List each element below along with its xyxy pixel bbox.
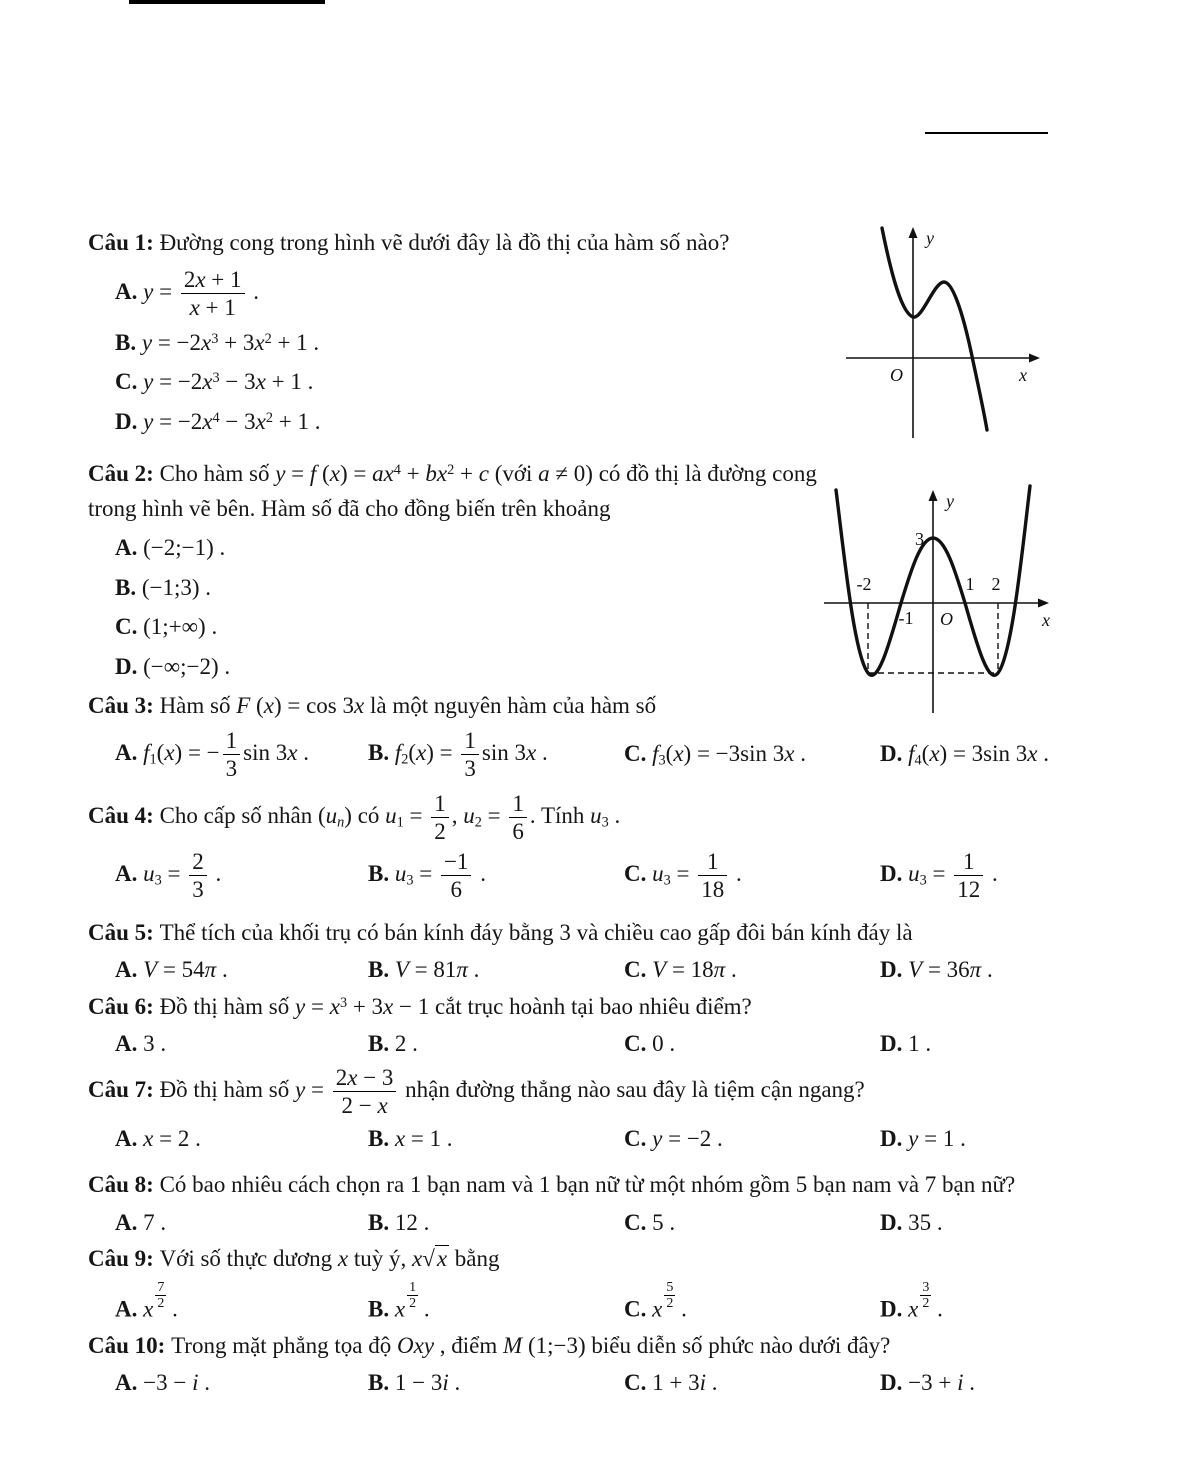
question-8-option-D: D. 35 . bbox=[880, 1209, 943, 1235]
question-3-option-B: B. $f_2(x)$ = $\frac{1}{3}$ sin 3x . bbox=[368, 727, 548, 781]
cubic-curve bbox=[882, 228, 987, 430]
question-5-option-B: B. V = 81π . bbox=[368, 957, 480, 982]
question-1-option-C: C. $y = -2x^3 - 3x + 1$ . bbox=[115, 369, 314, 395]
option-letter: C. bbox=[115, 614, 144, 640]
question-3-options bbox=[115, 727, 1104, 782]
question-4 bbox=[88, 790, 1104, 904]
option-letter: C. bbox=[624, 741, 653, 767]
q2-graph bbox=[818, 483, 1058, 717]
quartic-curve-figure bbox=[818, 483, 1058, 717]
question-3-option-D: D. $f_4(x) = 3\sin$ 3x . bbox=[880, 741, 1049, 769]
question-1-option-B: B. $y = -2x^3 + 3x^2 + 1$ . bbox=[115, 329, 320, 355]
option-letter: A. bbox=[115, 1125, 144, 1151]
question-5-option-C: C. V = 18π . bbox=[624, 957, 737, 982]
q1-graph bbox=[838, 220, 1050, 450]
option-letter: B. bbox=[368, 1125, 395, 1151]
question-9-stem: Câu 9: Với số thực dương x tuỳ ý, x√x bằng bbox=[88, 1246, 500, 1272]
question-5-options bbox=[115, 953, 1104, 988]
option-letter: B. bbox=[368, 1370, 395, 1396]
question-6-option-D: D. 1 . bbox=[880, 1031, 932, 1056]
question-2-stem: Câu 2: Cho hàm số y = f $(x) = ax^4 + bx^2 + c$ (với a ≠ 0) có đồ thị là đường cong trong hình vẽ bên. Hàm số đã cho đồng biến trên khoảng bbox=[88, 461, 817, 521]
question-4-option-A: A. $u_3$ = $\frac{2}{3}$ . bbox=[115, 849, 222, 903]
option-letter: B. bbox=[115, 574, 142, 600]
fraction: $\frac{1}{6}$ bbox=[509, 790, 527, 845]
question-3-label: Câu 3: bbox=[88, 693, 160, 719]
question-6 bbox=[88, 990, 1104, 1062]
option-letter: D. bbox=[880, 957, 909, 982]
option-letter: D. bbox=[880, 861, 909, 887]
x-tick-neg2: -2 bbox=[856, 574, 872, 594]
question-4-stem: Câu 4: Cho cấp số nhân $(u_n)$ có $u_1$ = $\frac{1}{2}$ , $u_2$ = $\frac{1}{6}$ . Tính $u_3$ . bbox=[88, 791, 621, 845]
question-1-option-D: D. $y = -2x^4 - 3x^2 + 1$ . bbox=[115, 408, 321, 434]
origin-label: O bbox=[890, 365, 903, 385]
x-axis-label: x bbox=[1019, 365, 1027, 385]
question-7-stem: Câu 7: Đồ thị hàm số y = $\frac{2x - 3}{2 - x}$ nhận đường thẳng nào sau đây là tiệm cận ngang? bbox=[88, 1064, 865, 1118]
fraction: $\frac{1}{3}$ bbox=[223, 727, 241, 782]
option-letter: D. bbox=[880, 1209, 909, 1235]
origin-label: O bbox=[940, 609, 953, 629]
question-7-option-B: B. x = 1 . bbox=[368, 1125, 453, 1151]
fraction: $\frac{2x - 3}{2 - x}$ bbox=[333, 1064, 397, 1119]
question-7-options bbox=[115, 1122, 1104, 1157]
option-letter: C. bbox=[115, 369, 144, 395]
x-axis-label: x bbox=[1042, 610, 1050, 630]
option-letter: D. bbox=[880, 1031, 909, 1056]
fraction: $\frac{1}{12}$ bbox=[954, 848, 983, 903]
question-6-options bbox=[115, 1027, 1104, 1062]
x-tick-2: 2 bbox=[991, 574, 1001, 594]
option-letter: C. bbox=[624, 1125, 653, 1151]
option-letter: D. bbox=[880, 1296, 909, 1322]
question-8-option-B: B. 12 . bbox=[368, 1209, 430, 1235]
question-10-option-C: C. 1 + 3i . bbox=[624, 1370, 718, 1396]
option-letter: C. bbox=[624, 957, 653, 982]
option-letter: A. bbox=[115, 1031, 144, 1056]
question-7-option-A: A. x = 2 . bbox=[115, 1125, 201, 1151]
question-8-label: Câu 8: bbox=[88, 1172, 160, 1198]
question-8-options bbox=[115, 1206, 1104, 1241]
option-letter: B. bbox=[368, 1296, 395, 1322]
question-9-option-A: A. x $\frac{7}{2}$ . bbox=[115, 1279, 178, 1322]
option-letter: B. bbox=[115, 329, 142, 355]
question-4-option-B: B. $u_3$ = $\frac{-1}{6}$ . bbox=[368, 849, 486, 903]
question-3-option-A: A. $f_1(x)$ = − $\frac{1}{3}$ sin 3x . bbox=[115, 727, 309, 781]
question-2-option-A: A. (−2;−1) . bbox=[115, 535, 226, 561]
question-2-option-C: C. (1;+∞) . bbox=[115, 614, 218, 640]
question-2-option-B: B. (−1;3) . bbox=[115, 574, 212, 600]
cubic-curve-figure bbox=[838, 220, 1050, 450]
question-9-option-B: B. x $\frac{1}{2}$ . bbox=[368, 1279, 430, 1322]
question-8 bbox=[88, 1168, 1104, 1240]
question-10 bbox=[88, 1329, 1104, 1401]
question-7-label: Câu 7: bbox=[88, 1076, 160, 1102]
question-6-label: Câu 6: bbox=[88, 993, 160, 1019]
question-6-option-C: C. 0 . bbox=[624, 1031, 676, 1056]
question-3-stem: Câu 3: Hàm số F (x) = cos 3x là một nguyên hàm của hàm số bbox=[88, 693, 657, 719]
exponent-fraction: $\frac{3}{2}$ bbox=[922, 1279, 930, 1312]
question-8-option-A: A. 7 . bbox=[115, 1209, 167, 1235]
question-10-option-B: B. 1 − 3i . bbox=[368, 1370, 461, 1396]
question-10-option-A: A. −3 − i . bbox=[115, 1370, 210, 1396]
fraction: $\frac{1}{18}$ bbox=[698, 848, 727, 903]
option-letter: A. bbox=[115, 957, 144, 982]
option-letter: D. bbox=[880, 1125, 909, 1151]
square-root: √x bbox=[422, 1246, 448, 1272]
exponent-fraction: $\frac{1}{2}$ bbox=[409, 1279, 417, 1312]
fraction: $\frac{1}{3}$ bbox=[461, 727, 479, 782]
question-9-option-C: C. x $\frac{5}{2}$ . bbox=[624, 1279, 687, 1322]
question-8-stem: Câu 8: Có bao nhiêu cách chọn ra 1 bạn nam và 1 bạn nữ từ một nhóm gồm 5 bạn nam và 7 bạn nữ? bbox=[88, 1172, 1016, 1198]
question-4-option-D: D. $u_3$ = $\frac{1}{12}$ . bbox=[880, 849, 998, 903]
option-letter: C. bbox=[624, 1209, 653, 1235]
exponent-fraction: $\frac{7}{2}$ bbox=[157, 1279, 165, 1312]
option-letter: B. bbox=[368, 957, 395, 982]
question-9 bbox=[88, 1242, 1104, 1327]
option-letter: B. bbox=[368, 1209, 395, 1235]
redacted-bar bbox=[129, 0, 325, 4]
question-5-option-D: D. V = 36π . bbox=[880, 957, 993, 982]
y-axis-arrow bbox=[909, 227, 918, 238]
fraction: $\frac{2}{3}$ bbox=[189, 848, 207, 903]
question-5-stem: Câu 5: Thể tích của khối trụ có bán kính đáy bằng 3 và chiều cao gấp đôi bán kính đáy là bbox=[88, 919, 913, 945]
option-letter: C. bbox=[624, 861, 653, 887]
question-5 bbox=[88, 916, 1104, 988]
question-8-option-C: C. 5 . bbox=[624, 1209, 676, 1235]
question-10-options bbox=[115, 1366, 1104, 1401]
x-tick-neg1: -1 bbox=[898, 608, 914, 628]
question-7 bbox=[88, 1064, 1104, 1157]
exponent-fraction: $\frac{5}{2}$ bbox=[666, 1279, 674, 1312]
question-10-stem: Câu 10: Trong mặt phẳng tọa độ Oxy , điểm M (1;−3) biểu diễn số phức nào dưới đây? bbox=[88, 1332, 891, 1358]
question-7-option-D: D. y = 1 . bbox=[880, 1125, 966, 1151]
question-1-label: Câu 1: bbox=[88, 230, 160, 255]
option-letter: C. bbox=[624, 1370, 653, 1396]
question-6-option-A: A. 3 . bbox=[115, 1031, 167, 1056]
option-letter: B. bbox=[368, 861, 395, 887]
option-letter: A. bbox=[115, 1209, 144, 1235]
fraction: $\frac{2x + 1}{x + 1}$ bbox=[181, 266, 245, 321]
y-axis-label: y bbox=[926, 228, 934, 248]
option-letter: D. bbox=[115, 653, 144, 679]
option-letter: A. bbox=[115, 861, 144, 887]
option-letter: B. bbox=[368, 739, 395, 765]
question-5-label: Câu 5: bbox=[88, 919, 160, 945]
question-10-option-D: D. −3 + i . bbox=[880, 1370, 975, 1396]
option-letter: C. bbox=[624, 1296, 653, 1322]
option-letter: A. bbox=[115, 535, 144, 561]
x-axis-arrow bbox=[1029, 354, 1040, 363]
question-9-options bbox=[115, 1280, 1104, 1327]
option-letter: D. bbox=[115, 408, 144, 434]
option-letter: D. bbox=[880, 1370, 909, 1396]
y-tick-3: 3 bbox=[915, 529, 924, 549]
question-9-option-D: D. x $\frac{3}{2}$ . bbox=[880, 1279, 943, 1322]
fraction: $\frac{1}{2}$ bbox=[431, 790, 449, 845]
question-5-option-A: A. V = 54π . bbox=[115, 957, 228, 982]
question-2-option-D: D. (−∞;−2) . bbox=[115, 653, 231, 679]
question-6-stem: Câu 6: Đồ thị hàm số $y = x^3 + 3x - 1$ cắt trục hoành tại bao nhiêu điểm? bbox=[88, 993, 752, 1019]
fraction: $\frac{-1}{6}$ bbox=[441, 848, 471, 903]
question-4-label: Câu 4: bbox=[88, 802, 160, 828]
option-letter: B. bbox=[368, 1031, 395, 1056]
question-4-option-C: C. $u_3$ = $\frac{1}{18}$ . bbox=[624, 849, 742, 903]
x-tick-1: 1 bbox=[965, 574, 975, 594]
question-1-option-A: A. y = $\frac{2x + 1}{x + 1}$ . bbox=[115, 266, 260, 320]
option-letter: A. bbox=[115, 1296, 144, 1322]
y-axis-label: y bbox=[946, 491, 954, 511]
x-axis-arrow bbox=[1038, 599, 1049, 608]
header-rule bbox=[925, 132, 1048, 134]
question-7-option-C: C. y = −2 . bbox=[624, 1125, 723, 1151]
option-letter: A. bbox=[115, 739, 144, 765]
question-1-stem: Câu 1: Đường cong trong hình vẽ dưới đây là đồ thị của hàm số nào? bbox=[88, 230, 730, 255]
question-10-label: Câu 10: bbox=[88, 1332, 172, 1358]
question-3-option-C: C. $f_3(x) = -3\sin$ 3x . bbox=[624, 741, 806, 769]
question-9-label: Câu 9: bbox=[88, 1246, 160, 1272]
option-letter: A. bbox=[115, 278, 144, 304]
question-4-options bbox=[115, 848, 1104, 903]
option-letter: D. bbox=[880, 741, 909, 767]
option-letter: A. bbox=[115, 1370, 144, 1396]
question-2-label: Câu 2: bbox=[88, 461, 160, 487]
question-6-option-B: B. 2 . bbox=[368, 1031, 418, 1056]
y-axis-arrow bbox=[929, 490, 938, 501]
option-letter: C. bbox=[624, 1031, 653, 1056]
